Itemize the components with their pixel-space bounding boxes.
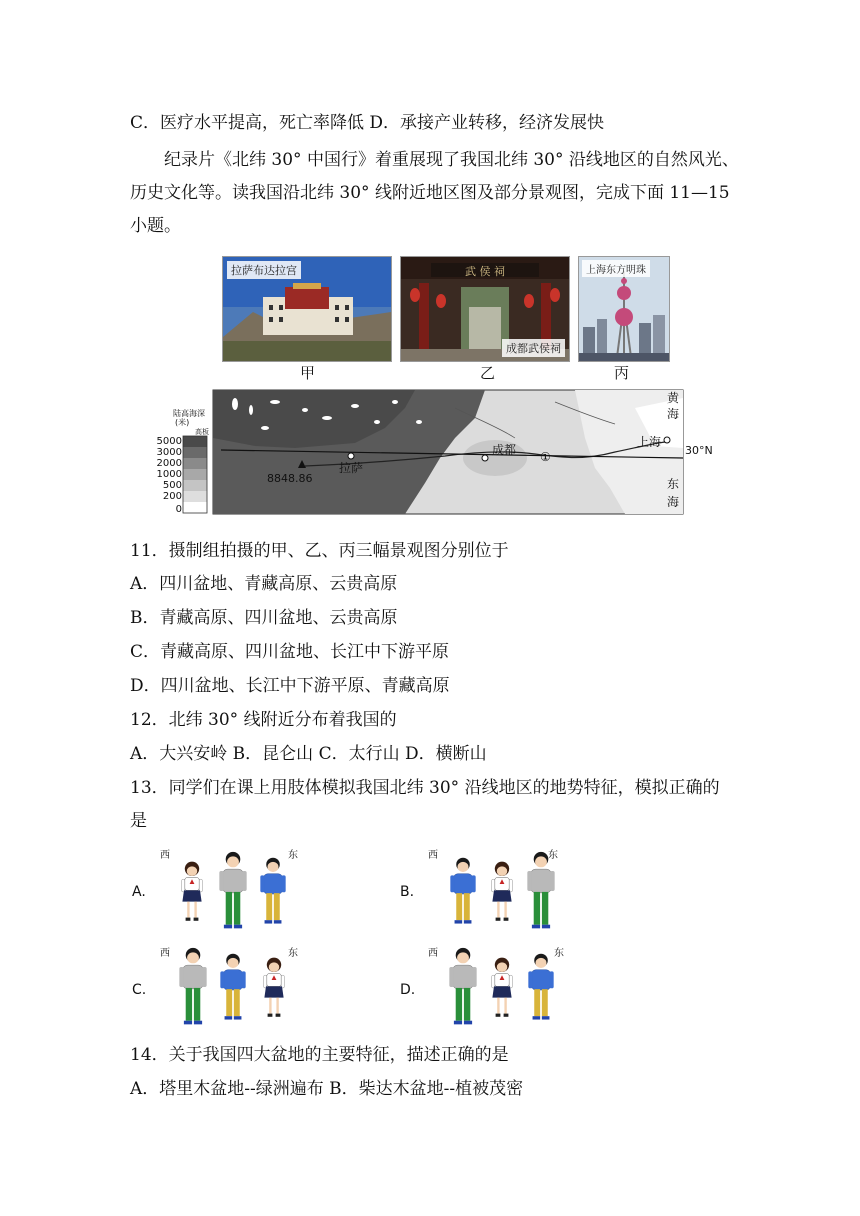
legend-value-5000: 5000 xyxy=(156,436,182,447)
legend-value-0: 0 xyxy=(175,504,182,515)
question-12-stem: 12．北纬 30° 线附近分布着我国的 xyxy=(130,710,397,730)
figure-option-b xyxy=(446,850,564,932)
question-12-options: A．大兴安岭 B．昆仑山 C．太行山 D．横断山 xyxy=(130,744,487,764)
question-11-option-d: D．四川盆地、长江中下游平原、青藏高原 xyxy=(130,676,450,696)
photo-label-yi: 乙 xyxy=(480,364,496,382)
photo-wuhou-shrine xyxy=(400,256,570,362)
legend-title: 陆高海深 xyxy=(173,409,205,418)
question-11-option-b: B．青藏高原、四川盆地、云贵高原 xyxy=(130,608,398,628)
city-label-shanghai: 上海 xyxy=(637,435,662,449)
question-11-option-a: A．四川盆地、青藏高原、云贵高原 xyxy=(130,574,398,594)
legend-value-3000: 3000 xyxy=(156,447,182,458)
figure-a-east: 东 xyxy=(288,850,298,861)
latitude-label: 30°N xyxy=(685,444,713,457)
terrain-map xyxy=(155,388,725,516)
legend-value-1000: 1000 xyxy=(156,469,182,480)
city-label-chengdu: 成都 xyxy=(492,443,517,457)
figure-option-a xyxy=(176,850,294,932)
photo-label-bing: 丙 xyxy=(614,364,630,382)
figure-option-c-label: C. xyxy=(132,982,147,998)
legend-top-label: 高板 xyxy=(195,428,209,436)
question-14-options: A．塔里木盆地--绿洲遍布 B．柴达木盆地--植被茂密 xyxy=(130,1079,524,1099)
figure-d-east: 东 xyxy=(554,948,564,959)
shrine-sign: 武 侯 祠 xyxy=(465,265,505,278)
legend-value-2000: 2000 xyxy=(156,458,182,469)
photo-caption-wuhou: 成都武侯祠 xyxy=(502,339,565,357)
question-13-stem-1: 13．同学们在课上用肢体模拟我国北纬 30° 沿线地区的地势特征，模拟正确的 xyxy=(130,778,720,798)
sea-label-huang-hai: 海 xyxy=(667,407,680,421)
marker-one: ① xyxy=(540,450,551,464)
figure-c-east: 东 xyxy=(288,948,298,959)
photo-label-jia: 甲 xyxy=(300,364,316,382)
photo-caption-pearl: 上海东方明珠 xyxy=(582,260,650,277)
photo-oriental-pearl xyxy=(578,256,670,362)
photo-caption-potala: 拉萨布达拉宫 xyxy=(227,261,301,279)
figure-d-west: 西 xyxy=(428,948,438,959)
intro-paragraph-line-3: 小题。 xyxy=(130,216,181,236)
legend-value-500: 500 xyxy=(162,480,182,491)
figure-b-west: 西 xyxy=(428,850,438,861)
question-11-option-c: C．青藏高原、四川盆地、长江中下游平原 xyxy=(130,642,450,662)
figure-option-d-label: D. xyxy=(400,982,416,998)
figure-option-d xyxy=(446,946,564,1028)
sea-label-dong: 东 xyxy=(667,477,680,491)
legend-unit: (米) xyxy=(175,418,190,427)
figure-option-c xyxy=(176,946,294,1028)
figure-a-west: 西 xyxy=(160,850,170,861)
figure-c-west: 西 xyxy=(160,948,170,959)
sea-label-huang: 黄 xyxy=(667,391,680,405)
intro-paragraph-line-1: 纪录片《北纬 30° 中国行》着重展现了我国北纬 30° 沿线地区的自然风光、 xyxy=(164,150,739,170)
question-13-stem-2: 是 xyxy=(130,811,147,831)
city-label-lhasa: 拉萨 xyxy=(339,461,364,475)
legend-scale xyxy=(183,436,207,513)
figure-option-b-label: B. xyxy=(400,884,415,900)
question-11-stem: 11．摄制组拍摄的甲、乙、丙三幅景观图分别位于 xyxy=(130,541,509,561)
sea-label-dong-hai: 海 xyxy=(667,495,680,509)
intro-paragraph-line-2: 历史文化等。读我国沿北纬 30° 线附近地区图及部分景观图，完成下面 11—15 xyxy=(130,183,730,203)
photo-potala-palace xyxy=(222,256,392,362)
option-line-cd: C．医疗水平提高，死亡率降低 D．承接产业转移，经济发展快 xyxy=(130,113,605,133)
figure-option-a-label: A. xyxy=(132,884,146,900)
figure-b-east: 东 xyxy=(548,850,558,861)
legend-value-200: 200 xyxy=(162,491,182,502)
question-14-stem: 14．关于我国四大盆地的主要特征，描述正确的是 xyxy=(130,1045,509,1065)
peak-label: 8848.86 xyxy=(267,472,313,485)
